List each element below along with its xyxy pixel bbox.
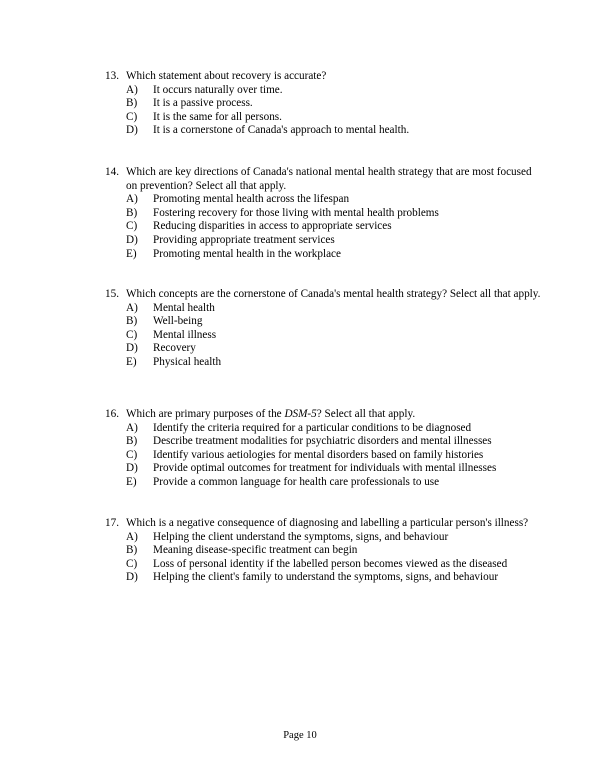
answer-option — [126, 97, 545, 111]
option-letter: A) — [126, 301, 138, 314]
answer-option — [126, 342, 545, 356]
answer-option — [126, 193, 545, 207]
question-15 — [105, 288, 545, 370]
answer-option — [126, 476, 545, 490]
option-letter: D) — [126, 571, 138, 584]
option-letter: B) — [126, 435, 138, 448]
dsm-title: DSM-5 — [284, 408, 317, 420]
option-letter: A) — [126, 83, 138, 96]
answer-option — [126, 544, 545, 558]
question-text: Which are key directions of Canada's national mental health strategy that are most focused on prevention? Select all that apply. — [126, 166, 532, 192]
option-letter: A) — [126, 530, 138, 543]
option-text: It is a passive process. — [153, 97, 253, 110]
option-text: Mental health — [153, 301, 215, 314]
answer-option — [126, 248, 545, 262]
answer-option — [126, 356, 545, 370]
answer-option — [126, 435, 545, 449]
answer-option — [126, 571, 545, 585]
answer-option — [126, 558, 545, 572]
question-text: Which statement about recovery is accurate? — [126, 70, 327, 82]
option-text: Recovery — [153, 342, 196, 355]
option-text: Physical health — [153, 355, 222, 368]
question-text-end: ? Select all that apply. — [316, 408, 416, 420]
option-letter: E) — [126, 475, 137, 488]
option-text: Promoting mental health across the lifespan — [153, 193, 350, 206]
option-text: It occurs naturally over time. — [153, 83, 283, 96]
option-letter: C) — [126, 110, 138, 123]
option-text: Mental illness — [153, 328, 217, 341]
option-text: Describe treatment modalities for psychiatric disorders and mental illnesses — [153, 435, 492, 448]
option-text: Fostering recovery for those living with mental health problems — [153, 206, 439, 219]
question-16 — [105, 408, 545, 490]
option-text: Meaning disease-specific treatment can begin — [153, 544, 358, 557]
option-text: Providing appropriate treatment services — [153, 233, 335, 246]
option-text: Reducing disparities in access to appropriate services — [153, 220, 392, 233]
option-letter: D) — [126, 462, 138, 475]
option-text: Provide a common language for health care professionals to use — [153, 475, 440, 488]
option-letter: D) — [126, 342, 138, 355]
option-text: Provide optimal outcomes for treatment for individuals with mental illnesses — [153, 462, 497, 475]
answer-option — [126, 207, 545, 221]
option-letter: B) — [126, 97, 138, 110]
option-text: Identify various aetiologies for mental disorders based on family histories — [153, 448, 484, 461]
option-letter: E) — [126, 247, 137, 260]
option-letter: B) — [126, 315, 138, 328]
page-number: Page 10 — [283, 730, 317, 741]
option-text: Loss of personal identity if the labelled person becomes viewed as the diseased — [153, 557, 508, 570]
question-number: 17. — [105, 517, 119, 529]
answer-option — [126, 124, 545, 138]
question-number: 16. — [105, 408, 119, 420]
question-text-start: Which are primary purposes of the — [126, 408, 285, 420]
answer-option — [126, 84, 545, 98]
answer-option — [126, 449, 545, 463]
question-13 — [105, 70, 545, 138]
answer-option — [126, 315, 545, 329]
option-letter: D) — [126, 233, 138, 246]
answer-option — [126, 220, 545, 234]
option-text: It is the same for all persons. — [153, 110, 282, 123]
answer-option — [126, 462, 545, 476]
answer-option — [126, 329, 545, 343]
answer-option — [126, 302, 545, 316]
option-letter: D) — [126, 124, 138, 137]
answer-option — [126, 531, 545, 545]
question-number: 14. — [105, 166, 119, 178]
answer-option — [126, 234, 545, 248]
option-letter: C) — [126, 557, 138, 570]
option-text: Helping the client understand the symptoms, signs, and behaviour — [153, 530, 449, 543]
option-letter: A) — [126, 421, 138, 434]
option-letter: C) — [126, 220, 138, 233]
question-number: 13. — [105, 70, 119, 82]
question-text — [126, 408, 545, 422]
question-17 — [105, 517, 545, 585]
option-text: Helping the client's family to understand the symptoms, signs, and behaviour — [153, 571, 499, 584]
option-text: Promoting mental health in the workplace — [153, 247, 341, 260]
question-number: 15. — [105, 288, 119, 300]
question-text: Which is a negative consequence of diagnosing and labelling a particular person's illness? — [126, 517, 529, 529]
option-letter: B) — [126, 544, 138, 557]
question-14 — [105, 166, 545, 261]
option-letter: A) — [126, 193, 138, 206]
question-text: Which concepts are the cornerstone of Canada's mental health strategy? Select all that apply. — [126, 288, 541, 300]
option-text: It is a cornerstone of Canada's approach to mental health. — [153, 124, 410, 137]
option-letter: C) — [126, 448, 138, 461]
option-text: Well-being — [153, 315, 203, 328]
option-text: Identify the criteria required for a particular conditions to be diagnosed — [153, 421, 472, 434]
option-letter: C) — [126, 328, 138, 341]
option-letter: E) — [126, 355, 137, 368]
option-letter: B) — [126, 206, 138, 219]
answer-option — [126, 111, 545, 125]
answer-option — [126, 422, 545, 436]
